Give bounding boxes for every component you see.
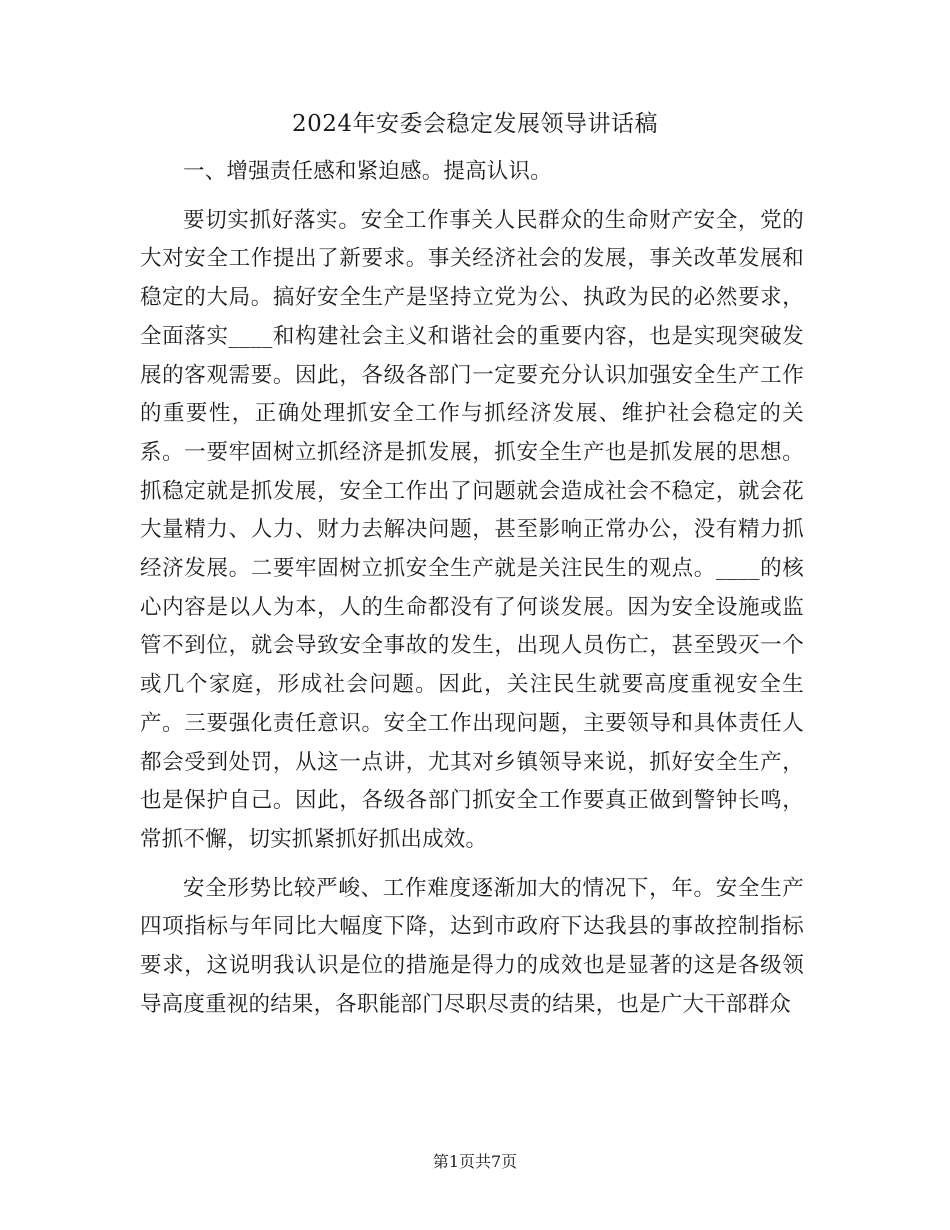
- page-number-footer: 第1页共7页: [432, 1152, 518, 1171]
- document-title: 2024年安委会稳定发展领导讲话稿: [291, 111, 659, 137]
- paragraph-heading-1: 一、增强责任感和紧迫感。提高认识。: [183, 159, 552, 184]
- document-body: [140, 153, 804, 1024]
- paragraph-body-2: 安全形势比较严峻、工作难度逐渐加大的情况下，年。安全生产四项指标与年同比大幅度下降，达到市政府下达我县的事故控制指标要求，这说明我认识是位的措施是得力的成效也是显著的这是各级领导高度重视的结果，各职能部门尽职尽责的结果，也是广大干部群众: [140, 875, 804, 1017]
- paragraph-body-1: 要切实抓好落实。安全工作事关人民群众的生命财产安全，党的大对安全工作提出了新要求。事关经济社会的发展，事关改革发展和稳定的大局。搞好安全生产是坚持立党为公、执政为民的必然要求，全面落实____和构建社会主义和谐社会的重要内容，也是实现突破发展的客观需要。因此，各级各部门一定要充分认识加强安全生产工作的重要性，正确处理抓安全工作与抓经济发展、维护社会稳定的关系。一要牢固树立抓经济是抓发展，抓安全生产也是抓发展的思想。抓稳定就是抓发展，安全工作出了问题就会造成社会不稳定，就会花大量精力、人力、财力去解决问题，甚至影响正常办公，没有精力抓经济发展。二要牢固树立抓安全生产就是关注民生的观点。____的核心内容是以人为本，人的生命都没有了何谈发展。因为安全设施或监管不到位，就会导致安全事故的发生，出现人员伤亡，甚至毁灭一个或几个家庭，形成社会问题。因此，关注民生就要高度重视安全生产。三要强化责任意识。安全工作出现问题，主要领导和具体责任人都会受到处罚，从这一点讲，尤其对乡镇领导来说，抓好安全生产，也是保护自己。因此，各级各部门抓安全工作要真正做到警钟长鸣，常抓不懈，切实抓紧抓好抓出成效。: [140, 207, 804, 852]
